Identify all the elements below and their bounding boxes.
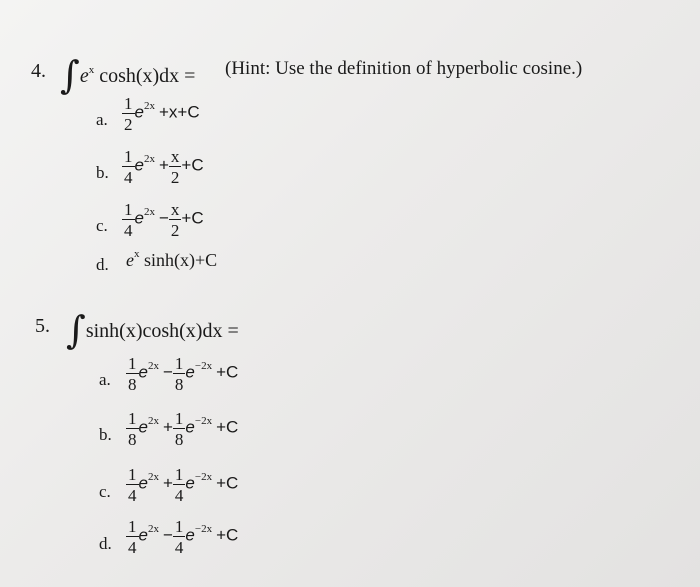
q4-d-letter: d. [96,255,109,274]
q5-option-d[interactable]: $\frac{1}{4}$ $e^{2x}$ − $\frac{1}{4}$ $e^{-2x} +C$ [128,517,239,557]
q5-a-letter: a. [99,370,111,389]
q4-b-letter: b. [96,163,109,182]
q4-e: e [79,65,89,87]
q4-expression [60,47,196,97]
q5-expr: sinh(x)cosh(x)dx = [85,320,239,342]
q4-option-c[interactable]: $\frac{1}{4}$ $e^{2x}$ − $\frac{x}{2}$ +C [124,200,204,240]
q5-option-b[interactable]: $\frac{1}{8}$ $e^{2x}$ + $\frac{1}{8}$ $e^{-2x} +C$ [128,409,239,449]
q4-c-letter: c. [96,216,108,235]
q4-option-d[interactable]: $e^x$ sinh(x)+C [126,248,218,270]
q4-rest: cosh(x)dx = [99,65,196,87]
q5-d-letter: d. [99,534,112,553]
q4-option-b[interactable]: $\frac{1}{4}$ $e^{2x}$ + $\frac{x}{2}$ +C [124,147,204,187]
q5-number: 5. [35,315,50,337]
q5-expression [66,302,239,352]
q5-c-letter: c. [99,482,111,501]
integral-sign: ∫ [66,308,86,352]
q5-b-letter: b. [99,425,112,444]
q4-number: 4. [31,60,46,82]
q5-option-c[interactable]: $\frac{1}{4}$ $e^{2x}$ + $\frac{1}{4}$ $e^{-2x} +C$ [128,465,239,505]
q4-hint: (Hint: Use the definition of hyperbolic cosine.) [225,58,583,79]
fraction: $\frac{1}{2}$ [124,94,133,134]
q4-option-a[interactable]: $\frac{1}{2}$ $e^{2x} +x+C$ [124,94,200,134]
q4-a-letter: a. [96,110,108,129]
q4-exp: x [88,64,95,76]
q5-option-a[interactable]: $\frac{1}{8}$ $e^{2x}$ − $\frac{1}{8}$ $e^{-2x} +C$ [128,354,239,394]
integral-sign: ∫ [60,53,80,97]
